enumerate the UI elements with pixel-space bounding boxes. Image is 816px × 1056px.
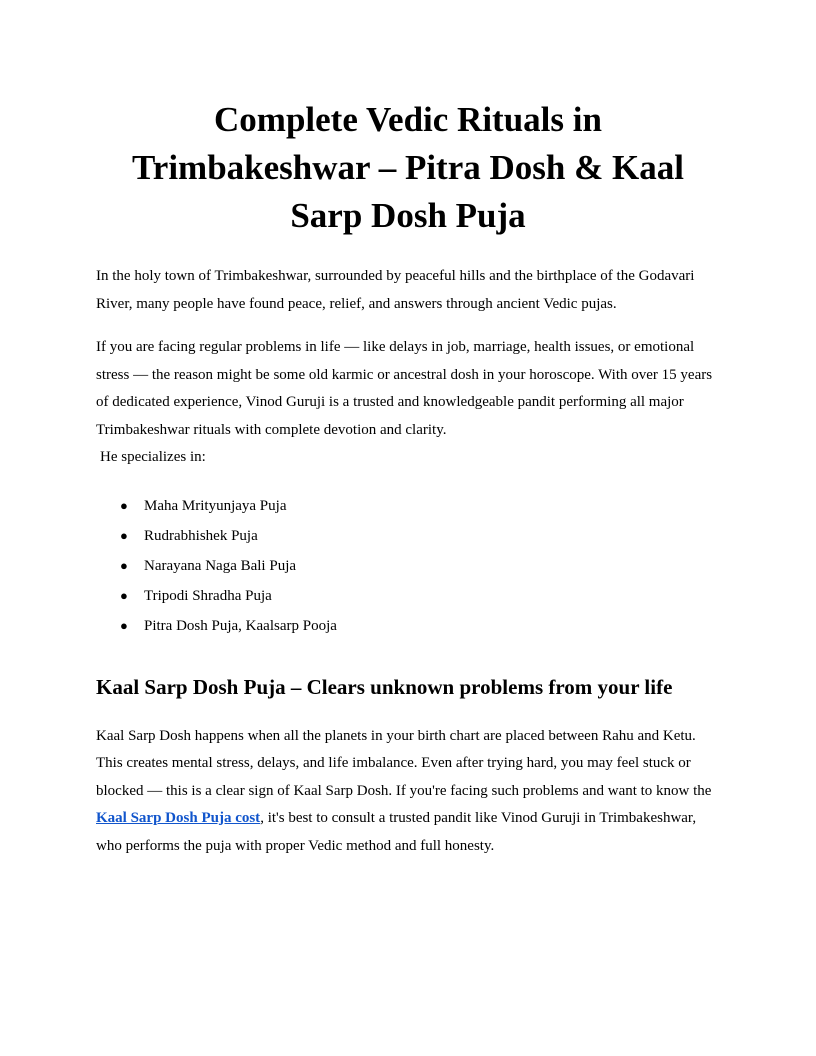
list-item — [96, 521, 720, 551]
list-item-label: Rudrabhishek Puja — [144, 527, 258, 544]
list-item — [96, 491, 720, 521]
bullet-icon: ● — [120, 587, 128, 603]
bullet-icon: ● — [120, 557, 128, 573]
page-title: Complete Vedic Rituals in Trimbakeshwar – Pitra Dosh & Kaal Sarp Dosh Puja — [132, 100, 684, 235]
document-page — [96, 0, 720, 860]
list-item-label: Maha Mrityunjaya Puja — [144, 497, 287, 514]
intro-paragraph: In the holy town of Trimbakeshwar, surrounded by peaceful hills and the birthplace of the Godavari River, many people have found peace, relief, and answers through ancient Vedic pujas. — [96, 268, 695, 312]
kaal-sarp-dosh-puja-cost-link[interactable]: Kaal Sarp Dosh Puja cost — [96, 810, 261, 826]
section-text-before-link: Kaal Sarp Dosh happens when all the planets in your birth chart are placed between Rahu and Ketu. This creates mental stress, delays, and life imbalance. Even after trying hard, you may feel stuck or blocked — this is a clear sign of Kaal Sarp Dosh. If you're facing such problems and want to know the — [96, 727, 712, 799]
bullet-icon: ● — [120, 617, 128, 633]
list-item-label: Tripodi Shradha Puja — [144, 587, 272, 604]
bullet-icon: ● — [120, 497, 128, 513]
specializes-label: He specializes in: — [100, 449, 206, 465]
section-heading: Kaal Sarp Dosh Puja – Clears unknown problems from your life — [96, 674, 673, 699]
second-paragraph: If you are facing regular problems in life — like delays in job, marriage, health issues, or emotional stress — the reason might be some old karmic or ancestral dosh in your horoscope. With over 15 years of dedicated experience, Vinod Guruji is a trusted and knowledgeable pandit performing all major Trimbakeshwar rituals with complete devotion and clarity. — [96, 339, 713, 438]
bullet-icon: ● — [120, 527, 128, 543]
list-item — [96, 551, 720, 581]
list-item-label: Narayana Naga Bali Puja — [144, 557, 297, 574]
list-item — [96, 611, 720, 641]
services-list — [96, 491, 720, 641]
list-item-label: Pitra Dosh Puja, Kaalsarp Pooja — [144, 617, 337, 634]
section-paragraph — [96, 723, 720, 861]
section-text-after-link: , it's best to consult a trusted pandit like Vinod Guruji in Trimbakeshwar, who performs the puja with proper Vedic method and full honesty. — [96, 810, 697, 854]
list-item — [96, 581, 720, 611]
